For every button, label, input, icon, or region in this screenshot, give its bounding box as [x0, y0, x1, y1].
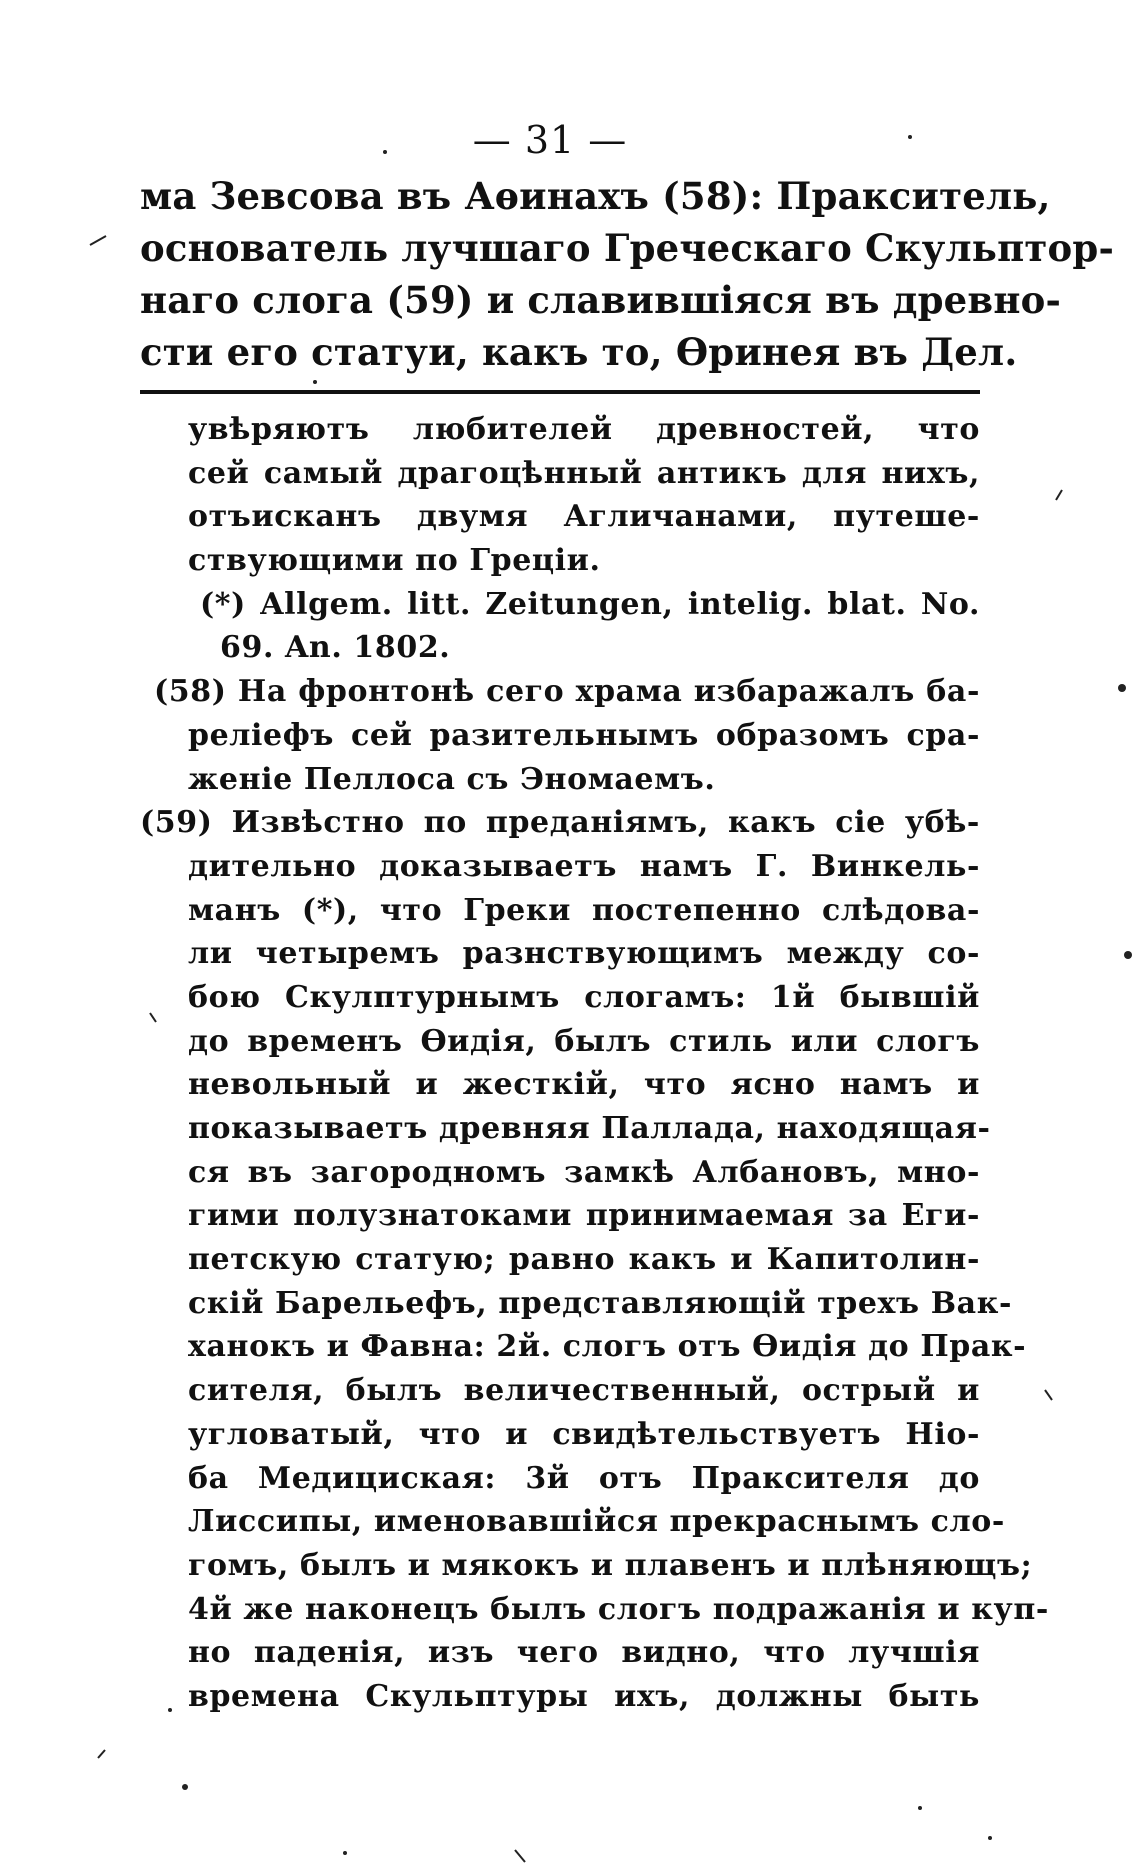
citation-line: 69. An. 1802. [220, 630, 451, 666]
footnote-59-line: ся въ загородномъ замкѣ Албановъ, мно- [188, 1154, 980, 1190]
footnote-59-line: бою Скулптурнымъ слогамъ: 1й бывшій [188, 979, 980, 1015]
footnote-58-line: реліефъ сей разительнымъ образомъ сра- [188, 717, 980, 753]
main-text-line: основатель лучшаго Греческаго Скульптор- [140, 226, 1115, 270]
footnote-continuation-line: ствующими по Греціи. [188, 543, 601, 579]
footnote-59-line: гомъ, былъ и мякокъ и плавенъ и плѣняющъ; [188, 1547, 1033, 1583]
footnote-59-line: (59) Извѣстно по преданіямъ, какъ сіе убѣ- [140, 805, 980, 841]
footnote-58-line: (58) На фронтонѣ сего храма избаражалъ ба- [154, 674, 980, 710]
main-text-line: ма Зевсова въ Аѳинахъ (58): Пракситель, [140, 174, 1051, 218]
footnote-59-line: манъ (*), что Греки постепенно слѣдова- [188, 892, 980, 928]
footnote-59-line: гими полузнатоками принимаемая за Еги- [188, 1198, 980, 1234]
footnote-continuation-line: увѣряютъ любителей древностей, что [188, 412, 980, 447]
footnote-59-line: Лиссипы, именовавшійся прекраснымъ сло- [188, 1504, 1005, 1540]
footnote-separator-rule [140, 390, 980, 394]
footnote-59-line: дительно доказываетъ намъ Г. Винкель- [188, 848, 980, 884]
footnote-59-line: угловатый, что и свидѣтельствуетъ Ніо- [188, 1416, 980, 1452]
footnote-58-line: женіе Пеллоса съ Эномаемъ. [188, 761, 716, 797]
footnote-59-line: 4й же наконецъ былъ слогъ подражанія и куп- [188, 1591, 1049, 1627]
citation-line: (*) Allgem. litt. Zeitungen, intelig. blat. No. [200, 586, 980, 622]
footnote-59-line: до временъ Ѳидія, былъ стиль или слогъ [188, 1023, 980, 1059]
footnote-59-line: невольный и жесткій, что ясно намъ и [188, 1067, 980, 1103]
main-text-line: наго слога (59) и славившіяся въ древно- [140, 278, 1062, 322]
footnote-59-line: времена Скульптуры ихъ, должны быть [188, 1678, 980, 1714]
footnote-59-line: сителя, былъ величественный, острый и [188, 1373, 980, 1409]
footnote-59-line: ханокъ и Фавна: 2й. слогъ отъ Ѳидія до Прак- [188, 1329, 1027, 1365]
main-text-block [140, 170, 1115, 378]
footnote-continuation-line: отъисканъ двумя Агличанами, путеше- [188, 499, 980, 535]
footnote-59-line: петскую статую; равно какъ и Капитолин- [188, 1242, 980, 1278]
footnote-59-line: показываетъ древняя Паллада, находящая- [188, 1111, 991, 1146]
footnote-59-line: но паденія, изъ чего видно, что лучшія [188, 1635, 980, 1671]
footnote-59-line: ба Медицискaя: 3й отъ Праксителя до [188, 1460, 980, 1496]
footnote-59-line: скій Барельефъ, представляющій трехъ Вак- [188, 1285, 1013, 1321]
footnotes-block [140, 408, 1049, 1719]
main-text-line: сти его статуи, какъ то, Ѳринея въ Дел. [140, 330, 1018, 374]
page-number: — 31 — [472, 118, 628, 162]
footnote-59-line: ли четыремъ разнствующимъ между со- [188, 936, 980, 972]
footnote-continuation-line: сей самый драгоцѣнный антикъ для нихъ, [188, 455, 980, 491]
